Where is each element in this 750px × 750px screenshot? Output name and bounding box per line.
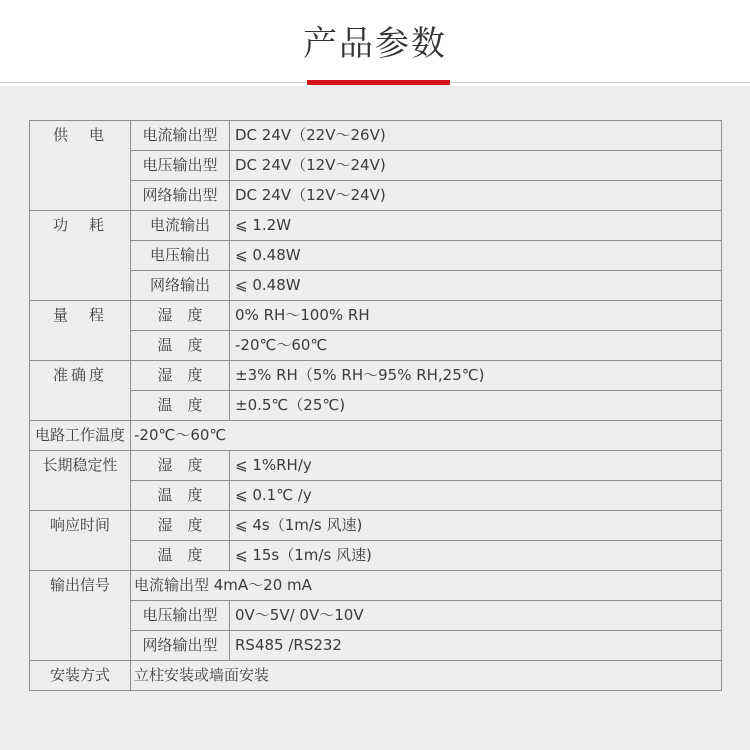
table-row: [30, 151, 722, 181]
table-row: [30, 601, 722, 631]
table-row: [30, 421, 722, 451]
category-response-time: 响应时间: [30, 511, 131, 571]
table-row: [30, 211, 722, 241]
sub-label: 湿 度: [131, 451, 230, 481]
category-long-term-stability: 长期稳定性: [30, 451, 131, 511]
value-cell: DC 24V（12V～24V): [230, 151, 722, 181]
value-cell: RS485 /RS232: [230, 631, 722, 661]
value-cell: DC 24V（12V～24V): [230, 181, 722, 211]
sub-label: 电流输出: [131, 211, 230, 241]
sub-label: 网络输出: [131, 271, 230, 301]
table-row: [30, 301, 722, 331]
value-cell: 电流输出型 4mA～20 mA: [131, 571, 722, 601]
table-row: [30, 661, 722, 691]
sub-label: 湿 度: [131, 301, 230, 331]
value-cell: 0% RH～100% RH: [230, 301, 722, 331]
category-output-signal: 输出信号: [30, 571, 131, 661]
category-accuracy: 准确度: [30, 361, 131, 421]
value-cell: -20℃～60℃: [131, 421, 722, 451]
table-row: [30, 241, 722, 271]
value-cell: ⩽ 0.1℃ /y: [230, 481, 722, 511]
value-cell: ⩽ 15s（1m/s 风速): [230, 541, 722, 571]
sub-label: 湿 度: [131, 511, 230, 541]
value-cell: ⩽ 4s（1m/s 风速): [230, 511, 722, 541]
sub-label: 温 度: [131, 391, 230, 421]
value-cell: ±3% RH（5% RH～95% RH,25℃): [230, 361, 722, 391]
title-area: [0, 0, 750, 86]
table-row: [30, 331, 722, 361]
table-row: [30, 181, 722, 211]
sub-label: 湿 度: [131, 361, 230, 391]
sub-label: 温 度: [131, 481, 230, 511]
table-row: [30, 571, 722, 601]
category-installation: 安装方式: [30, 661, 131, 691]
table-row: [30, 361, 722, 391]
category-range: 量 程: [30, 301, 131, 361]
category-power-consumption: 功 耗: [30, 211, 131, 301]
table-row: [30, 391, 722, 421]
title-accent-bar: [307, 80, 450, 85]
value-cell: -20℃～60℃: [230, 331, 722, 361]
table-row: [30, 121, 722, 151]
sub-label: 温 度: [131, 541, 230, 571]
sub-label: 电流输出型: [131, 121, 230, 151]
page-title: 产品参数: [303, 24, 447, 64]
value-cell: ±0.5℃（25℃): [230, 391, 722, 421]
sub-label: 电压输出型: [131, 151, 230, 181]
table-row: [30, 451, 722, 481]
table-row: [30, 541, 722, 571]
table-row: [30, 511, 722, 541]
sub-label: 网络输出型: [131, 631, 230, 661]
value-cell: ⩽ 0.48W: [230, 271, 722, 301]
table-row: [30, 271, 722, 301]
sub-label: 电压输出型: [131, 601, 230, 631]
table-row: [30, 481, 722, 511]
category-power-supply: 供 电: [30, 121, 131, 211]
sub-label: 网络输出型: [131, 181, 230, 211]
value-cell: ⩽ 0.48W: [230, 241, 722, 271]
sub-label: 温 度: [131, 331, 230, 361]
category-operating-temp: 电路工作温度: [30, 421, 131, 451]
value-cell: ⩽ 1.2W: [230, 211, 722, 241]
table-row: [30, 631, 722, 661]
spec-table: [29, 120, 722, 691]
sub-label: 电压输出: [131, 241, 230, 271]
value-cell: 立柱安装或墙面安装: [131, 661, 722, 691]
value-cell: DC 24V（22V～26V): [230, 121, 722, 151]
value-cell: 0V～5V/ 0V～10V: [230, 601, 722, 631]
value-cell: ⩽ 1%RH/y: [230, 451, 722, 481]
